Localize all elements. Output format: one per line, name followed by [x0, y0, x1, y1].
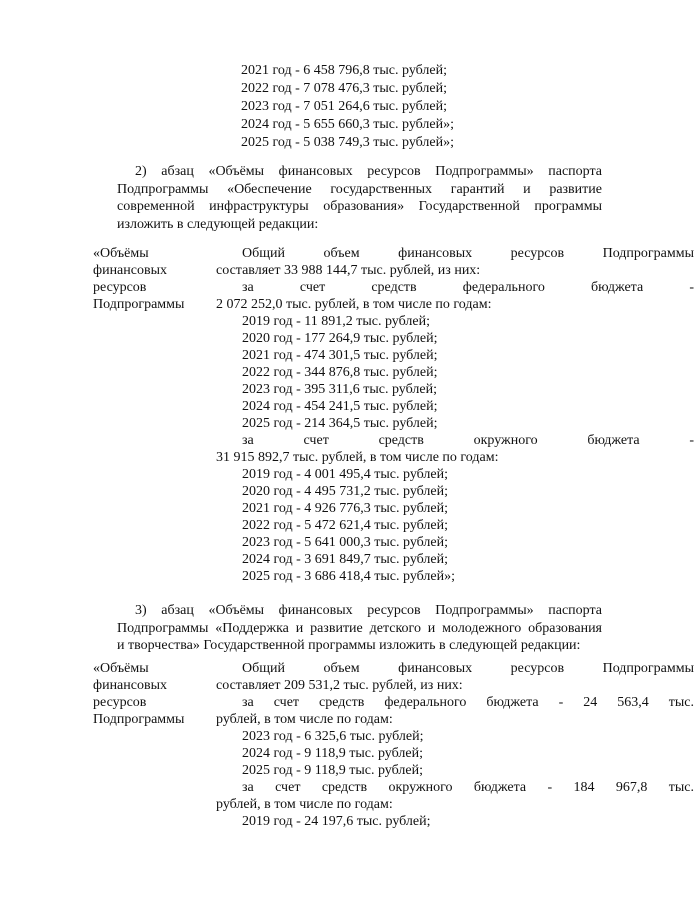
- paragraph-3: [117, 602, 602, 655]
- year-line: 2021 год - 6 458 796,8 тыс. рублей;: [241, 63, 448, 78]
- year-line: 2024 год - 5 655 660,3 тыс. рублей»;: [241, 117, 455, 132]
- paragraph-line: изложить в следующей редакции:: [117, 216, 319, 232]
- table-content: Общий объем финансовых ресурсов Подпрограммы составляет 33 988 144,7 тыс. рублей, из них: за счет средств федерального бюджета - 2 072 252,0 тыс. рублей, в том числе по годам: 2019 год - 11 891,2 тыс. рублей; 2020 год - 177 264,9 тыс. рублей; 2021 год - 474 301,5 тыс. рублей; 2022 год - 344 876,8 тыс. рублей; 2023 год - 395 311,6 тыс. рублей; 2024 год - 454 241,5 тыс. рублей; 2025 год - 214 364,5 тыс. рублей; за счет средств окружного бюджета - 31 915 892,7 тыс. рублей, в том числе по годам: 2019 год - 4 001 495,4 тыс. рублей; 2020 год - 4 495 731,2 тыс. рублей; 2021 год - 4 926 776,3 тыс. рублей; 2022 год - 5 472 621,4 тыс. рублей; 2023 год - 5 641 000,3 тыс. рублей; 2024 год - 3 691 849,7 тыс. рублей; 2025 год - 3 686 418,4 тыс. рублей»;: [216, 246, 694, 584]
- paragraph-line: Подпрограммы «Поддержка и развитие детского и молодежного образования: [117, 620, 602, 636]
- table-label: «Объёмы финансовых ресурсов Подпрограммы: [93, 661, 185, 727]
- paragraph-line: Подпрограммы «Обеспечение государственных гарантий и развитие: [117, 181, 602, 197]
- paragraph-line: 3) абзац «Объёмы финансовых ресурсов Подпрограммы» паспорта: [135, 603, 602, 618]
- table-label: «Объёмы финансовых ресурсов Подпрограммы: [93, 246, 185, 312]
- year-line: 2025 год - 5 038 749,3 тыс. рублей»;: [241, 135, 455, 150]
- paragraph-2: [117, 163, 602, 233]
- paragraph-line: современной инфраструктуры образования» Государственной программы: [117, 199, 602, 214]
- paragraph-line: и творчества» Государственной программы изложить в следующей редакции:: [117, 638, 581, 653]
- paragraph-line: 2) абзац «Объёмы финансовых ресурсов Подпрограммы» паспорта: [135, 164, 602, 179]
- table-content: Общий объем финансовых ресурсов Подпрограммы составляет 209 531,2 тыс. рублей, из них: за счет средств федерального бюджета - 24 563,4 тыс. рублей, в том числе по годам: 2023 год - 6 325,6 тыс. рублей; 2024 год - 9 118,9 тыс. рублей; 2025 год - 9 118,9 тыс. рублей; за счет средств окружного бюджета - 184 967,8 тыс. рублей, в том числе по годам: 2019 год - 24 197,6 тыс. рублей;: [216, 661, 694, 829]
- year-line: 2022 год - 7 078 476,3 тыс. рублей;: [241, 81, 448, 96]
- year-line: 2023 год - 7 051 264,6 тыс. рублей;: [241, 99, 448, 114]
